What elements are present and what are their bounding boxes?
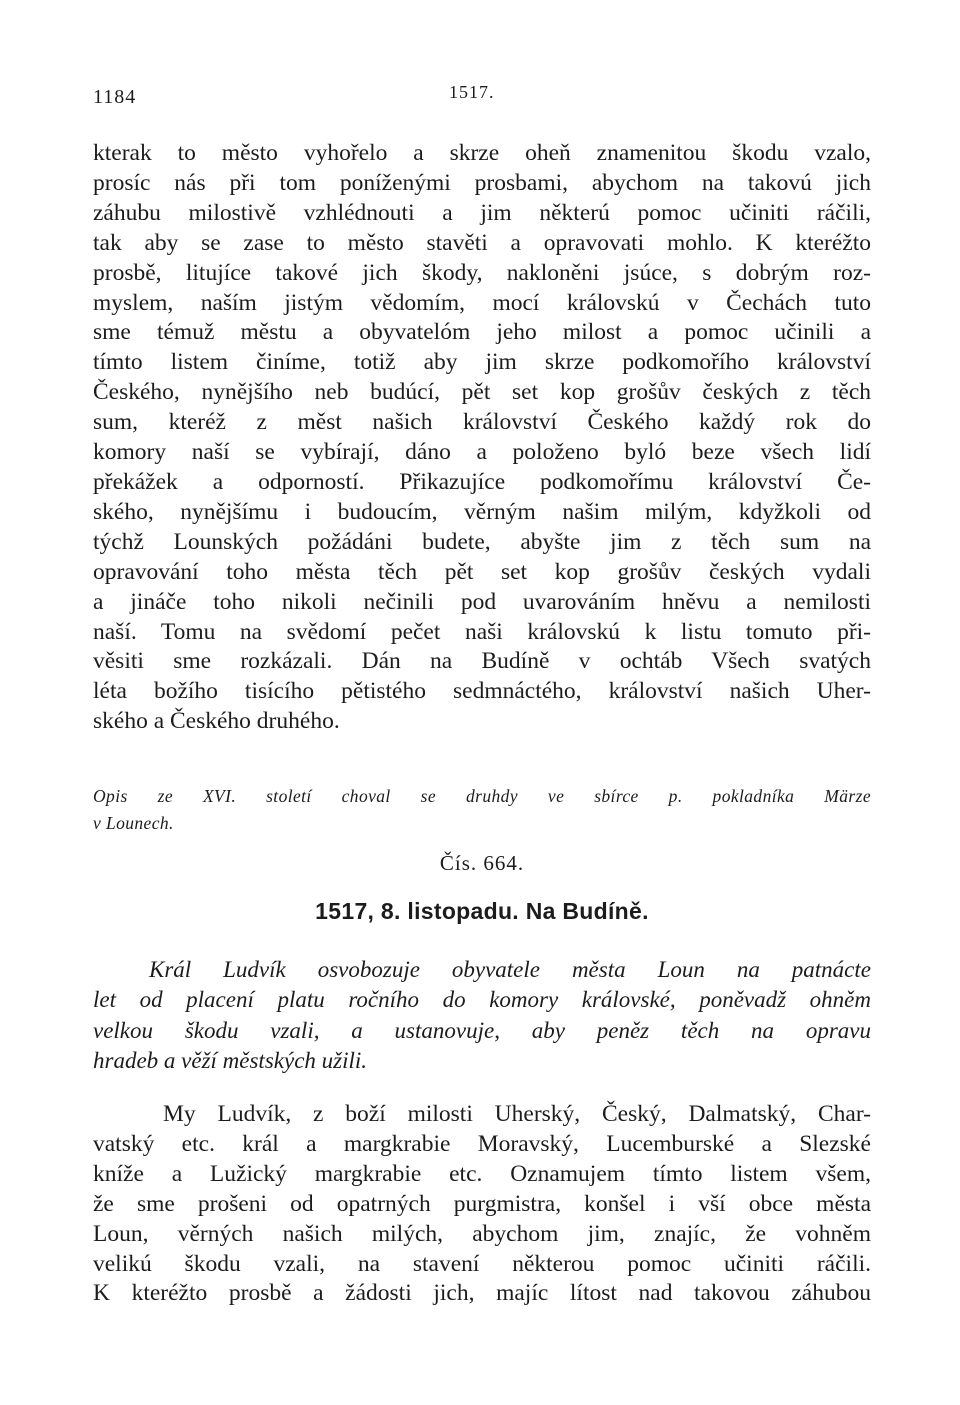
running-year: 1517. — [449, 82, 495, 102]
source-note — [93, 783, 871, 837]
text-line: léta božího tisícího pětistého sedmnáctého, království našich Uher- — [93, 678, 871, 705]
document-number: Čís. 664. — [439, 851, 525, 875]
text-line: ského, nynějšímu i budoucím, věrným našim milým, kdyžkoli od — [93, 498, 871, 525]
regest-line: Král Ludvík osvobozuje obyvatele města Loun na patnácte — [149, 957, 871, 982]
text-line: sme témuž městu a obyvatelóm jeho milost a pomoc učinili a — [93, 319, 871, 346]
text-line: a jináče toho nikoli nečinili pod uvarováním hněvu a nemilosti — [93, 588, 871, 615]
regest-line: velkou škodu vzali, a ustanovuje, aby peněz těch na opravu — [93, 1017, 871, 1043]
text-line: tímto listem činíme, totiž aby jim skrze podkomořího království — [93, 349, 871, 376]
text-line: překážek a odporností. Přikazujíce podkomořímu království Če- — [93, 468, 871, 495]
text-line: sum, kteréž z měst našich království Českého každý rok do — [93, 409, 871, 436]
regest-line: hradeb a věží městských užili. — [93, 1047, 368, 1073]
text-line: kterak to město vyhořelo a skrze oheň znamenitou škodu vzalo, — [93, 140, 871, 166]
text-line: ského a Českého druhého. — [93, 708, 340, 735]
date-heading: 1517, 8. listopadu. Na Budíně. — [315, 898, 649, 924]
text-line: My Ludvík, z boží milosti Uherský, Český, Dalmatský, Char- — [163, 1101, 871, 1127]
text-line: vatský etc. král a margkrabie Moravský, Lucemburské a Slezské — [93, 1130, 871, 1157]
text-line: kníže a Lužický margkrabie etc. Oznamujem tímto listem všem, — [93, 1160, 871, 1187]
text-line: velikú škodu vzali, na stavení některou pomoc učiniti ráčili. — [93, 1250, 871, 1277]
text-line: K kteréžto prosbě a žádosti jich, majíc lítost nad takovou záhubou — [93, 1280, 871, 1307]
text-line: záhubu milostivě vzhlédnouti a jim některú pomoc učiniti ráčili, — [93, 199, 871, 226]
source-note-line: v Lounech. — [93, 813, 174, 833]
source-note-line: Opis ze XVI. století choval se druhdy ve sbírce p. pokladníka Märze — [93, 786, 871, 806]
text-line: věsiti sme rozkázali. Dán na Budíně v ochtáb Všech svatých — [93, 648, 871, 675]
text-line: že sme prošeni od opatrných purgmistra, konšel i vší obce města — [93, 1190, 871, 1217]
regest-summary — [93, 955, 871, 1076]
text-line: opravování toho města těch pět set kop grošův českých vydali — [93, 558, 871, 585]
page-number: 1184 — [93, 86, 137, 108]
document-page — [93, 0, 871, 1405]
text-line: naší. Tomu na svědomí pečet naši královskú k listu tomuto při- — [93, 618, 871, 645]
charter-text-continued — [93, 139, 871, 737]
charter-text — [93, 1100, 871, 1309]
page-header — [93, 82, 871, 112]
text-line: komory naší se vybírají, dáno a položeno byló beze všech lidí — [93, 439, 871, 466]
text-line: prosíc nás při tom poníženými prosbami, abychom na takovú jich — [93, 169, 871, 196]
text-line: tak aby se zase to město stavěti a opravovati mohlo. K kteréžto — [93, 229, 871, 256]
text-line: prosbě, litujíce takové jich škody, nakloněni jsúce, s dobrým roz- — [93, 259, 871, 286]
text-line: Českého, nynějšího neb budúcí, pět set kop grošův českých z těch — [93, 379, 871, 406]
text-line: Loun, věrných našich milých, abychom jim, znajíc, že vohněm — [93, 1220, 871, 1247]
regest-line: let od placení platu ročního do komory královské, poněvadž ohněm — [93, 987, 871, 1013]
text-line: myslem, naším jistým vědomím, mocí královskú v Čechách tuto — [93, 289, 871, 316]
text-line: týchž Lounských požádáni budete, abyšte jim z těch sum na — [93, 528, 871, 555]
